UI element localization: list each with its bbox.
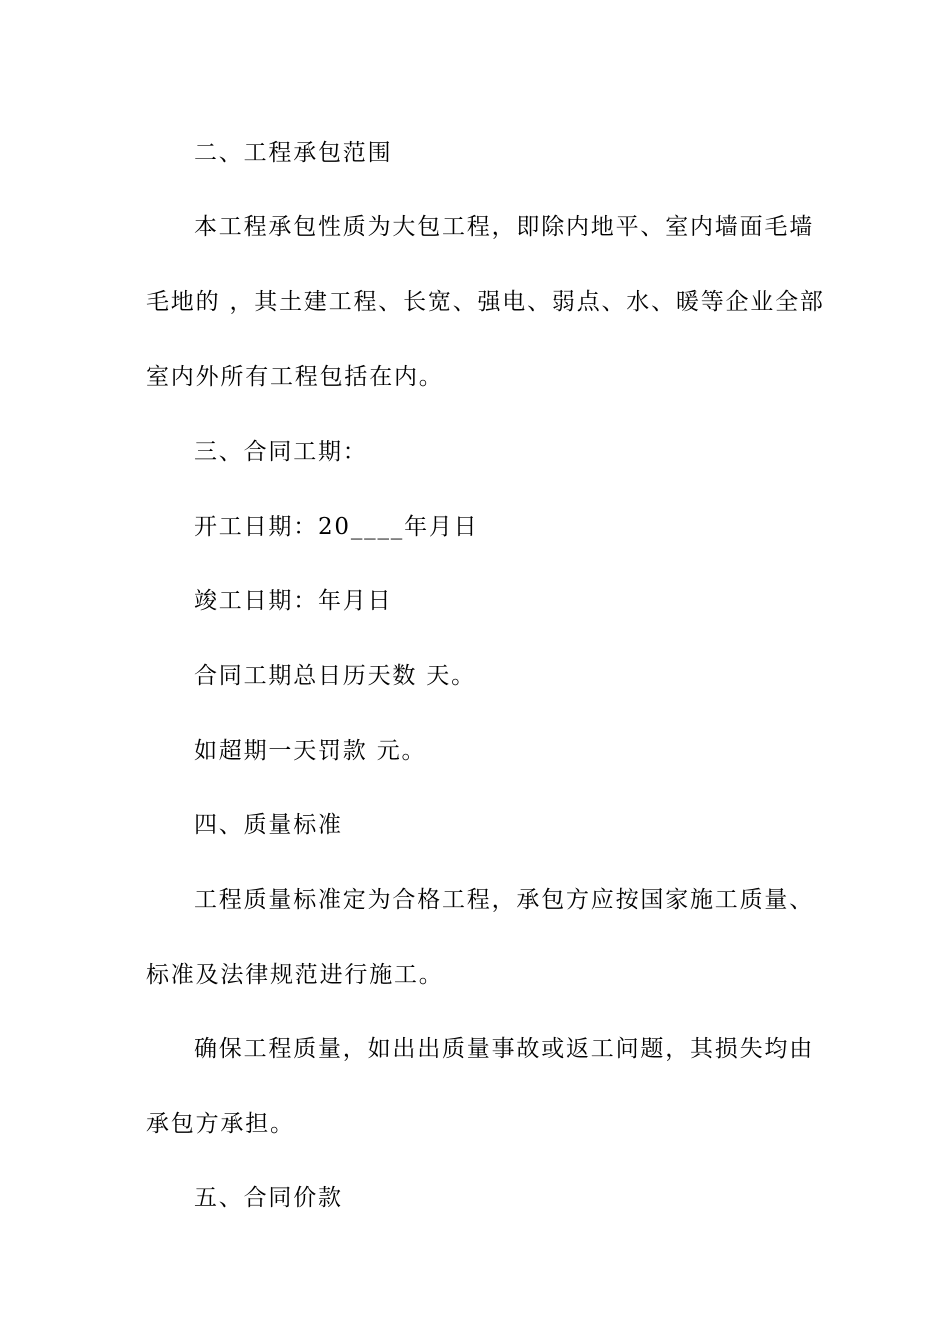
completion-date-line: 竣工日期：年月日: [194, 588, 393, 614]
start-date-line: 开工日期：20____年月日: [194, 514, 479, 540]
penalty-line: 如超期一天罚款 元。: [194, 738, 427, 764]
section-heading-price: 五、合同价款: [194, 1185, 343, 1211]
section-heading-quality: 四、质量标准: [194, 812, 343, 838]
paragraph-line: 毛地的 ，其土建工程、长宽、强电、弱点、水、暖等企业全部: [146, 289, 825, 315]
paragraph-line: 室内外所有工程包括在内。: [146, 364, 444, 390]
paragraph-line: 工程质量标准定为合格工程，承包方应按国家施工质量、: [194, 887, 814, 913]
paragraph-line: 本工程承包性质为大包工程，即除内地平、室内墙面毛墙: [194, 214, 814, 240]
section-heading-period: 三、合同工期：: [194, 439, 368, 465]
paragraph-line: 承包方承担。: [146, 1111, 295, 1137]
total-days-line: 合同工期总日历天数 天。: [194, 663, 476, 689]
paragraph-line: 标准及法律规范进行施工。: [146, 962, 444, 988]
paragraph-line: 确保工程质量，如出出质量事故或返工问题，其损失均由: [194, 1036, 814, 1062]
section-heading-scope: 二、工程承包范围: [194, 140, 393, 166]
